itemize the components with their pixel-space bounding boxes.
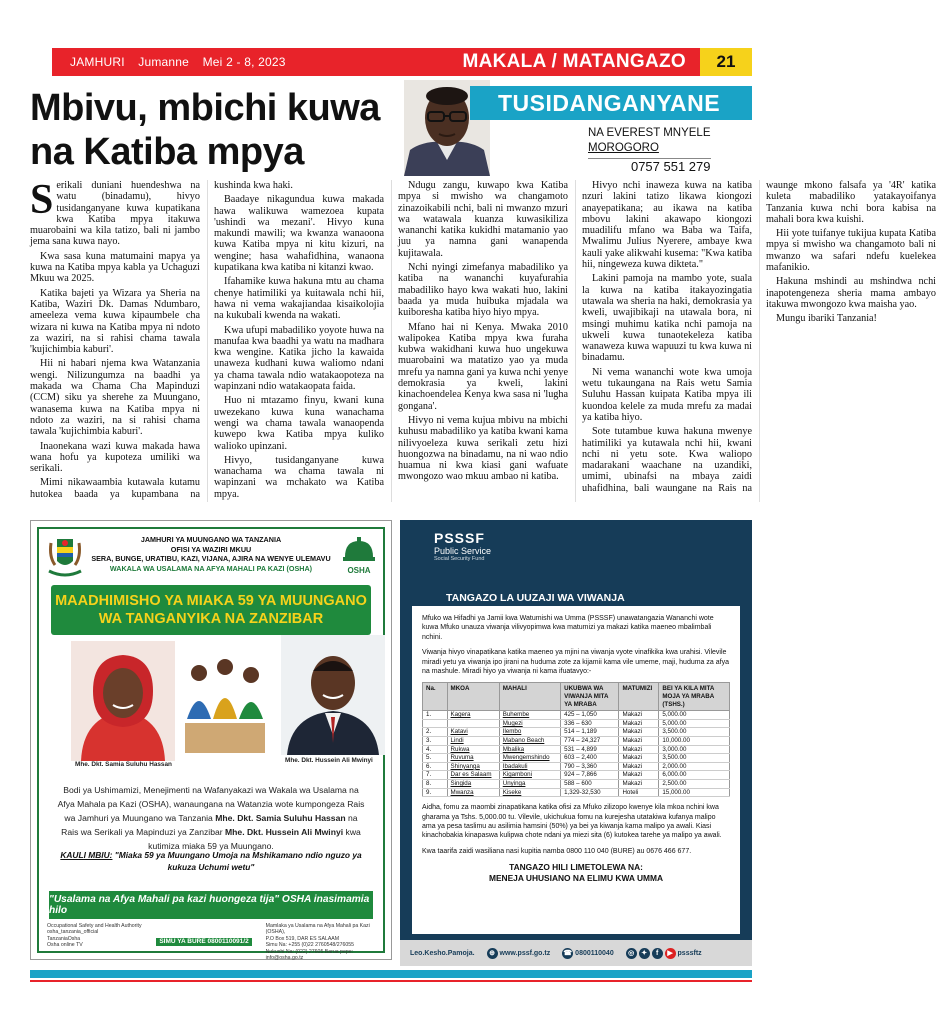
signature-line: MENEJA UHUSIANO NA ELIMU KWA UMMA: [488, 872, 663, 883]
phone-icon: ☎: [563, 949, 573, 957]
table-cell: 2.: [423, 728, 448, 737]
footer-social[interactable]: ◎ ✦ f ▶ psssftz: [626, 948, 702, 959]
byline: [588, 126, 711, 174]
table-cell: Makazi: [619, 728, 659, 737]
logo-subtitle: Public Service: [434, 546, 492, 556]
psssf-advert: [400, 520, 752, 966]
logo-subtitle-2: Social Security Fund: [434, 556, 485, 562]
article-paragraph: Hivyo nchi inaweza kuwa na katiba nzuri lakini tatizo likawa kiongozi anayepatikana; au ikawa na katiba mbovu lakini akawapo kiongozi muadilifu mfano wa Baba wa Taifa, Mwalimu Julius Nyerere, ambaye kwa kauli yake alikwahi kusema: "Kwa katiba hii, ningeweza kuwa dikteta.": [582, 180, 752, 271]
advert-title: TANGAZO LA UUZAJI WA VIWANJA: [446, 592, 625, 604]
table-cell: Hoteli: [619, 788, 659, 797]
table-cell: 336 – 630: [561, 719, 619, 728]
table-cell: 7.: [423, 771, 448, 780]
advert-header: [91, 535, 331, 573]
body-text: na Rais wa Serikali ya Mapinduzi ya Zanzibar: [61, 813, 358, 837]
social-handle[interactable]: TanzaniaOsha: [47, 935, 81, 942]
column-header: MATUMIZI: [619, 683, 659, 711]
table-cell: Makazi: [619, 711, 659, 720]
issue-day: Jumanne: [138, 55, 190, 69]
table-row: [423, 737, 730, 746]
table-row: [423, 728, 730, 737]
table-cell: Kagera: [447, 711, 499, 720]
header-line: OFISI YA WAZIRI MKUU: [170, 544, 252, 554]
article-paragraph: Nchi nyingi zimefanya mabadiliko ya katiba na wananchi kuyafurahia mabadiliko hayo kwa wakati huo, lakini baada ya muda huibuka mjadala wa kuiboresha katiba hiyo hiyo mpya.: [398, 262, 568, 319]
hotline: [156, 923, 265, 953]
table-cell: 15,000.00: [659, 788, 730, 797]
congratulation-text: [57, 783, 365, 853]
body-text: kwa kutimiza miaka 59 ya Muungano.: [148, 827, 361, 851]
article-paragraph: Mimi nikawaambia kutawala kutamu hutokea baada ya kupambana na kushinda kwa haki.: [30, 180, 293, 500]
address-line: Nukushi Na: (022) 27605 Barua pepe: info@osha.go.tz: [265, 948, 354, 962]
table-cell: 3.: [423, 737, 448, 746]
table-row: [423, 711, 730, 720]
table-row: [423, 762, 730, 771]
table-cell: Kiseke: [499, 788, 560, 797]
notice-paragraph: Kwa taarifa zaidi wasiliana nasi kupitia namba 0800 110 040 (BURE) au 0676 466 677.: [422, 847, 692, 855]
notice-paragraph: Viwanja hivyo vinapatikana katika maeneo ya mjini na viwanja vyote vinafikika kwa urahisi. Vilevile miradi yetu ya viwanja ipo jirani na huduma zote za kijamii kama vile umeme, maji, huduma za afya na mashule. Miradi hiyo ya viwanja ni kama ifuatavyo:-: [422, 649, 729, 676]
footer-stripe-accent: [30, 980, 752, 982]
table-cell: 5.: [423, 754, 448, 763]
theme-label: KAULI MBIU:: [60, 850, 113, 860]
article-paragraph: Hivyo, tusidanganyane kuwa wanachama wa chama tawala ni wapinzani wa mchakato wa Katiba mpya.: [214, 454, 384, 500]
table-cell: 924 – 7,866: [561, 771, 619, 780]
advert-footer: [47, 923, 375, 962]
article-paragraph: Mfano hai ni Kenya. Mwaka 2010 walipokea Katiba mpya kwa furaha kubwa wakidhani kuwa huo ungekuwa muarobaini wa matatizo yao ya muda mrefu ya namna gani ya kuwa nchi yenye demokrasia ya kweli, lakini kinachoendelea Kenya kwa sasa ni 'lugha gongana'.: [398, 321, 569, 412]
article-paragraph: Hakuna mshindi au mshindwa nchi inapotengeneza sheria mama ambayo itakuwa mwongozo kwa maisha yao.: [766, 276, 936, 310]
article-paragraph: Kwa sasa kuna matumaini mapya ya kuwa na Katiba mpya kabla ya Uchaguzi Mkuu wa 2025.: [30, 250, 200, 285]
signature-line: TANGAZO HILI LIMETOLEWA NA:: [509, 862, 643, 873]
caption-left: Mhe. Dkt. Samia Suluhu Hassan: [75, 761, 172, 768]
psssf-logo: [434, 530, 491, 562]
article-paragraph: Hivyo ni vema kujua mbivu na mbichi kuhusu mabadiliko ya katiba kwani kama nilivyoeleza kuwa serikali zetu hizi huongozwa na binadamu, na ni wao ndio huamua ni kwa kiasi gani wafuate mwongozo wao mkuu ambao ni katiba.: [398, 414, 568, 483]
table-cell: 1.: [423, 711, 448, 720]
table-cell: 774 – 24,327: [561, 737, 619, 746]
article-paragraph: Serikali duniani huendeshwa na watu (binadamu), hivyo tusidanganyane kuwa kupatikana kwa Katiba mpya itakuwa muarobaini wa kila tatizo, bali ni jambo jema sana kuwa nayo.: [30, 177, 200, 248]
article-headline: Mbivu, mbichi kuwa na Katiba mpya: [30, 87, 380, 173]
table-cell: [423, 719, 448, 728]
agency-name: WAKALA WA USALAMA NA AFYA MAHALI PA KAZI (OSHA): [109, 563, 313, 573]
address-line: Mamlaka ya Usalama na Afya Mahali pa Kazi (OSHA),: [265, 923, 370, 936]
svg-text:OSHA: OSHA: [347, 566, 371, 575]
table-cell: [447, 719, 499, 728]
table-cell: 4.: [423, 745, 448, 754]
article-paragraph: Katika bajeti ya Wizara ya Sheria na Katiba, Waziri Dk. Damas Ndumbaro, ameeleza vema kuwa kipaumbele cha wizara ni kuwa na Katiba mpya ni ndoto za waziri, na si rahisi chama tawala 'kujichimbia kaburi'.: [30, 287, 200, 356]
table-cell: 531 – 4,899: [561, 745, 619, 754]
article-paragraph: Ifahamike kuwa hakuna mtu au chama chenye hatimiliki ya kuitawala nchi hii, hawa ni vema wakajiandaa kisaikolojia na kukubali kwenda na wakati.: [214, 276, 384, 322]
byline-author: NA EVEREST MNYELE: [588, 127, 711, 139]
column-header: MAHALI: [499, 683, 560, 711]
table-cell: 5,000.00: [659, 711, 730, 720]
table-cell: 603 – 2,400: [561, 754, 619, 763]
table-cell: 10,000.00: [659, 737, 730, 746]
article-paragraph: Kwa ufupi mabadiliko yoyote huwa na manufaa kwa baadhi ya watu na madhara kwa wengine. Katika jicho la kawaida unaweza kudhani kuwa waliomo ndani ya chama tawala ndio watakaopoteza na wapinzani ndio watakaopata faida.: [214, 324, 384, 393]
table-cell: 6.: [423, 762, 448, 771]
table-cell: Mbalika: [499, 745, 560, 754]
table-cell: Kigamboni: [499, 771, 560, 780]
theme-text: [57, 849, 365, 873]
article-paragraph: Baadaye nikagundua kuwa makada hawa walikuwa wamezoea kupata 'ushindi wa mezani'. Hivyo kuna makundi mawili; wa kwanza wanaoona kuwa Katiba mpya ni kitu kizuri, na wengine; hasa wahafidhina, wanaona kupatikana kwa katiba ni kitanzi kwao.: [214, 194, 384, 274]
table-cell: 5,000.00: [659, 719, 730, 728]
table-row: [423, 779, 730, 788]
table-row: [423, 754, 730, 763]
table-cell: Ruvuma: [447, 754, 499, 763]
body-text: Bodi ya Ushimamizi, Menejimenti na Wafanyakazi wa Wakala wa Usalama na Afya Mahala pa Kazi (OSHA), wanaungana na Watanzia wote kumpongeza Rais wa Jamhuri ya Muungano wa Tanzania: [57, 785, 365, 823]
footer-phone[interactable]: ☎ 0800110040: [563, 949, 614, 957]
table-cell: 9.: [423, 788, 448, 797]
table-cell: Singida: [447, 779, 499, 788]
table-cell: 514 – 1,189: [561, 728, 619, 737]
body-name: Mhe. Dkt. Samia Suluhu Hassan: [215, 813, 346, 823]
table-cell: Makazi: [619, 762, 659, 771]
table-cell: Mabano Beach: [499, 737, 560, 746]
table-cell: 3,000.00: [659, 745, 730, 754]
banner-line: WA TANGANYIKA NA ZANZIBAR: [98, 611, 324, 627]
table-cell: Ilembo: [499, 728, 560, 737]
address-line: Simu Na: +255 (0)22 2760548/276055: [265, 942, 355, 949]
page-header: [52, 48, 752, 76]
youtube-icon: ▶: [665, 948, 676, 959]
logo-text: PSSSF: [434, 530, 485, 546]
instagram-icon: ◎: [626, 948, 637, 959]
column-banner: [470, 86, 752, 120]
social-handles: [47, 923, 156, 953]
header-line: JAMHURI YA MUUNGANO WA TANZANIA: [140, 535, 282, 544]
table-cell: 6,000.00: [659, 771, 730, 780]
slogan-bar: [49, 891, 373, 919]
president-photo-right: [281, 635, 385, 755]
table-cell: Makazi: [619, 745, 659, 754]
table-cell: Makazi: [619, 719, 659, 728]
header-meta: [52, 55, 412, 69]
president-photo-left: [71, 641, 175, 761]
article-paragraph: Ndugu zangu, kuwapo kwa Katiba mpya si mwisho wa changamoto zinazoikabili nchi, bali ni mwanzo mzuri wa watawala kuanza kuwasikiliza wananchi katika kukidhi matamanio yao juu ya namna gani wanapenda kujitawala.: [398, 180, 568, 259]
paper-name: JAMHURI: [70, 55, 125, 69]
body-name: Mhe. Dkt. Hussein Ali Mwinyi: [225, 827, 344, 837]
table-cell: Shinyanga: [447, 762, 499, 771]
celebration-banner: [51, 585, 371, 635]
article-paragraph: Inaonekana wazi kuwa makada hawa wana hofu ya kupoteza umiliki wa serikali.: [30, 440, 200, 475]
table-cell: Makazi: [619, 737, 659, 746]
table-cell: 3,500.00: [659, 728, 730, 737]
table-cell: Dar es Salaam: [447, 771, 499, 780]
table-cell: Mugezi: [499, 719, 560, 728]
article-paragraph: Hii ni habari njema kwa Watanzania wengi. Nilizungumza na baadhi ya makada wa Chama Cha Mapinduzi (CCM) siku ya sherehe za Muungano, wanasema kuwa na Katiba mpya ni ndoto za waziri, na si rahisi chama tawala 'kujichimbia kaburi'.: [30, 358, 200, 438]
footer-website[interactable]: ⊕ www.pssf.go.tz: [487, 948, 551, 959]
table-cell: 2,500.00: [659, 779, 730, 788]
table-cell: Makazi: [619, 779, 659, 788]
hotline-badge: SIMU YA BURE 0800110091/2: [156, 938, 251, 946]
notice-signature: [422, 862, 730, 883]
table-cell: 3,500.00: [659, 754, 730, 763]
table-row: [423, 788, 730, 797]
twitter-icon: ✦: [639, 948, 650, 959]
article-paragraph: Sote tutambue kuwa hakuna mwenye hatimiliki ya kutawala nchi hii, kwani nchi ni yetu sote. Kwa waliopo madarakani waachane na uzandiki, umimi, ubinafsi na mbaya zaidi uhafidhina, bali waungane na Rais na waunge mkono falsafa ya '4R' katika kuleta mabadiliko yatakayoifanya Tanzania kuwa nchi bora kabisa na mahali bora kwa kuishi.: [582, 180, 936, 494]
article-paragraph: Huo ni mtazamo finyu, kwani kuna uwezekano kuwa kuna wanachama wengi wa chama tawala wanaopenda kuwepo kwa Katiba mpya kuliko walioko upinzani.: [214, 395, 384, 452]
byline-phone: 0757 551 279: [588, 158, 711, 174]
osha-advert: [30, 520, 392, 960]
address-line: P.O Box 519, DAR ES SALAAM: [265, 935, 340, 942]
advert-footer: [400, 940, 752, 966]
table-cell: Ibadakuli: [499, 762, 560, 771]
table-cell: Lindi: [447, 737, 499, 746]
social-handle[interactable]: osha_tanzania_official: [47, 929, 99, 936]
footer-slogan: Leo.Kesho.Pamoja.: [410, 949, 475, 957]
table-cell: Unyinga: [499, 779, 560, 788]
caption-right: Mhe. Dkt. Hussein Ali Mwinyi: [285, 757, 373, 764]
table-row: [423, 719, 730, 728]
table-cell: 2,000.00: [659, 762, 730, 771]
column-header: Na.: [423, 683, 448, 711]
table-cell: Mwengemshindo: [499, 754, 560, 763]
coat-of-arms-icon: [45, 533, 85, 581]
column-header: UKUBWA WA VIWANJA MITA YA MRABA: [561, 683, 619, 711]
banner-line: MAADHIMISHO YA MIAKA 59 YA MUUNGANO: [55, 593, 367, 609]
table-cell: 425 – 1,050: [561, 711, 619, 720]
table-row: [423, 745, 730, 754]
table-cell: Rukwa: [447, 745, 499, 754]
notice-paragraph: Mfuko wa Hifadhi ya Jamii kwa Watumishi wa Umma (PSSSF) unawatangazia Wananchi wote kuwa Mfuko unauza viwanja vilivyopimwa kwa matumizi ya makazi katika maeneo mbalimbali nchini.: [422, 615, 714, 641]
column-name: TUSIDANGANYANE: [498, 89, 721, 116]
table-cell: Buhembe: [499, 711, 560, 720]
plots-table: [422, 682, 730, 797]
byline-location: MOROGORO: [588, 142, 659, 154]
table-cell: Katavi: [447, 728, 499, 737]
column-header: MKOA: [447, 683, 499, 711]
footer-stripe: [30, 970, 752, 978]
notice-paragraph: Aidha, fomu za maombi zinapatikana katika ofisi za Mfuko zilizopo kwenye kila mkoa nchini kwa gharama ya Tshs. 5,000.00 tu. Vilevile, ukichukua fomu na kurejesha utatakiwa kufanya malipo ama ya pesa taslimu au asilimia hamsini (50%) ya bei ya kiwanja kama malipo ya awali. Kiasi kinachobakia kinapaswa kulipwa chote ndani ya miezi sita (6) kutokea tarehe ya malipo ya awali.: [422, 804, 722, 840]
osha-logo-icon: [341, 535, 377, 579]
article-paragraph: Mungu ibariki Tanzania!: [776, 313, 877, 325]
issue-date: Mei 2 - 8, 2023: [202, 55, 286, 69]
article-paragraph: Hii yote tuifanye tukijua kupata Katiba mpya si mwisho wa changamoto bali ni mwanzo wa safari ndefu kuelekea mafanikio.: [766, 228, 936, 274]
table-cell: 8.: [423, 779, 448, 788]
article-paragraph: Ni vema wananchi wote kwa umoja wetu tukaungana na Rais wetu Samia Suluhu Hassan kuipata Katiba mpya ili kuondoa kelele za muda mrefu za madai ya katiba hiyo.: [582, 366, 752, 423]
article-paragraph: Lakini pamoja na mambo yote, suala la kuwa na katiba itakayozingatia utawala wa sheria na haki, demokrasia ya kweli, uwajibikaji na utawala bora, ni msingi muhimu katika nchi pamoja na ukweli kuwa tunaotekeleza katiba wanaweza kuwa wapuuzi tu kwa kuwa ni binadamu.: [582, 273, 752, 364]
table-row: [423, 771, 730, 780]
table-header-row: [423, 683, 730, 711]
page-number: 21: [700, 48, 752, 76]
table-cell: 1,329-32,530: [561, 788, 619, 797]
social-handle[interactable]: Occupational Safety and Health Authority: [47, 923, 142, 929]
social-handle[interactable]: Osha online TV: [47, 942, 83, 949]
table-cell: 588 – 600: [561, 779, 619, 788]
table-cell: 790 – 3,360: [561, 762, 619, 771]
postal-address: [265, 923, 375, 962]
advert-notice: [412, 606, 740, 934]
section-title: MAKALA / MATANGAZO: [462, 51, 686, 72]
header-line: SERA, BUNGE, URATIBU, KAZI, VIJANA, AJIRA NA WENYE ULEMAVU: [91, 554, 331, 563]
globe-icon: ⊕: [487, 948, 498, 959]
facebook-icon: f: [652, 948, 663, 959]
table-cell: Mwanza: [447, 788, 499, 797]
crowd-illustration: [177, 649, 273, 759]
theme-quote: "Miaka 59 ya Muungano Umoja na Mshikamano ndio nguzo ya kukuza Uchumi wetu": [114, 850, 362, 872]
column-header: BEI YA KILA MITA MOJA YA MRABA (TSHS.): [659, 683, 730, 711]
table-cell: Makazi: [619, 771, 659, 780]
drop-cap: S: [30, 177, 54, 223]
slogan-text: "Usalama na Afya Mahali pa kazi huongeza tija" OSHA inasimamia hilo: [49, 894, 370, 916]
table-cell: Makazi: [619, 754, 659, 763]
article-body: [30, 177, 936, 502]
